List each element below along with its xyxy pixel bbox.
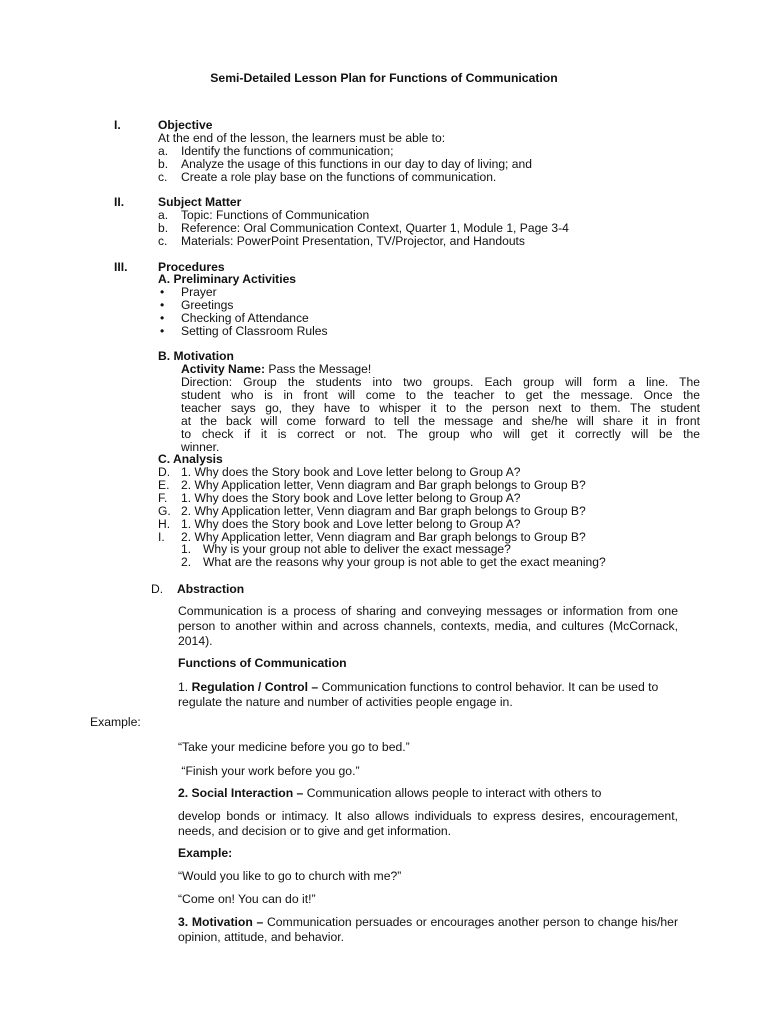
analysis-item: G. 2. Why Application letter, Venn diagram and Bar graph belongs to Group B? [158,504,586,518]
section-numeral-objective: I. [114,118,121,132]
objective-intro: At the end of the lesson, the learners must be able to: [158,131,446,145]
social-example: “Come on! You can do it!” [178,892,316,906]
activity-name: Activity Name: Pass the Message! [181,362,372,376]
bullet-icon: • [160,285,165,299]
direction-line: at the back will come forward to tell the message and she/he will share it in front [181,414,700,428]
preliminary-item: Checking of Attendance [181,311,309,325]
social-example-label: Example: [178,846,233,860]
bullet-icon: • [160,311,165,325]
direction-line: winner. [181,440,220,454]
regulation-example: “Finish your work before you go.” [178,764,360,778]
subject-item: a. Topic: Functions of Communication [158,208,370,222]
direction-line: to check if it is correct or not. The group who will get it correctly will be the [181,427,700,441]
motivation-heading: B. Motivation [158,349,234,363]
analysis-item: F. 1. Why does the Story book and Love letter belong to Group A? [158,491,521,505]
objective-item: c. Create a role play base on the functions of communication. [158,170,497,184]
analysis-item: H. 1. Why does the Story book and Love letter belong to Group A? [158,517,521,531]
procedures-heading: Procedures [158,260,225,274]
preliminary-item: Setting of Classroom Rules [181,324,328,338]
bullet-icon: • [160,298,165,312]
analysis-item: D. 1. Why does the Story book and Love letter belong to Group A? [158,465,521,479]
function-motivation: 3. Motivation – Communication persuades or encourages another person to change his/her opinion, attitude, and behavior. [178,915,678,944]
functions-heading: Functions of Communication [178,656,347,670]
social-interaction-continuation: develop bonds or intimacy. It also allows individuals to express desires, encouragement, needs, and decision or to give and get information. [178,809,678,838]
regulation-example: “Take your medicine before you go to bed.” [178,740,410,754]
analysis-heading: C. Analysis [158,452,223,466]
example-label: Example: [90,715,141,729]
abstraction-definition: Communication is a process of sharing and conveying messages or information from one person to another within and across channels, contexts, media, and cultures (McCornack, 2014). [178,604,678,648]
analysis-sub-item: 1. Why is your group not able to deliver the exact message? [181,542,511,556]
bullet-icon: • [160,324,165,338]
preliminary-heading: A. Preliminary Activities [158,272,297,286]
abstraction-heading: D. Abstraction [151,582,245,596]
social-example: “Would you like to go to church with me?” [178,869,402,883]
subject-item: c. Materials: PowerPoint Presentation, TV/Projector, and Handouts [158,234,525,248]
section-numeral-subject: II. [114,195,125,209]
direction-line: student who is in front will come to the teacher to get the message. Once the [181,388,700,402]
objective-item: a. Identify the functions of communication; [158,144,394,158]
objective-heading: Objective [158,118,213,132]
objective-item: b. Analyze the usage of this functions in our day to day of living; and [158,157,532,171]
direction-line: teacher says go, they have to whisper it to the person next to them. The student [181,401,700,415]
page-title: Semi-Detailed Lesson Plan for Functions of Communication [210,71,558,85]
subject-matter-heading: Subject Matter [158,195,242,209]
subject-item: b. Reference: Oral Communication Context, Quarter 1, Module 1, Page 3-4 [158,221,569,235]
preliminary-item: Greetings [181,298,234,312]
section-numeral-procedures: III. [114,260,128,274]
direction-line: Direction: Group the students into two groups. Each group will form a line. The [181,375,700,389]
analysis-sub-item: 2. What are the reasons why your group is not able to get the exact meaning? [181,555,606,569]
function-social-interaction: 2. Social Interaction – Communication allows people to interact with others to [178,786,602,800]
analysis-item: E. 2. Why Application letter, Venn diagram and Bar graph belongs to Group B? [158,478,586,492]
function-regulation: 1. Regulation / Control – Communication functions to control behavior. It can be used to regulate the nature and number of activities people engage in. [178,680,659,709]
analysis-item: I. 2. Why Application letter, Venn diagram and Bar graph belongs to Group B? [158,530,586,544]
preliminary-item: Prayer [181,285,217,299]
